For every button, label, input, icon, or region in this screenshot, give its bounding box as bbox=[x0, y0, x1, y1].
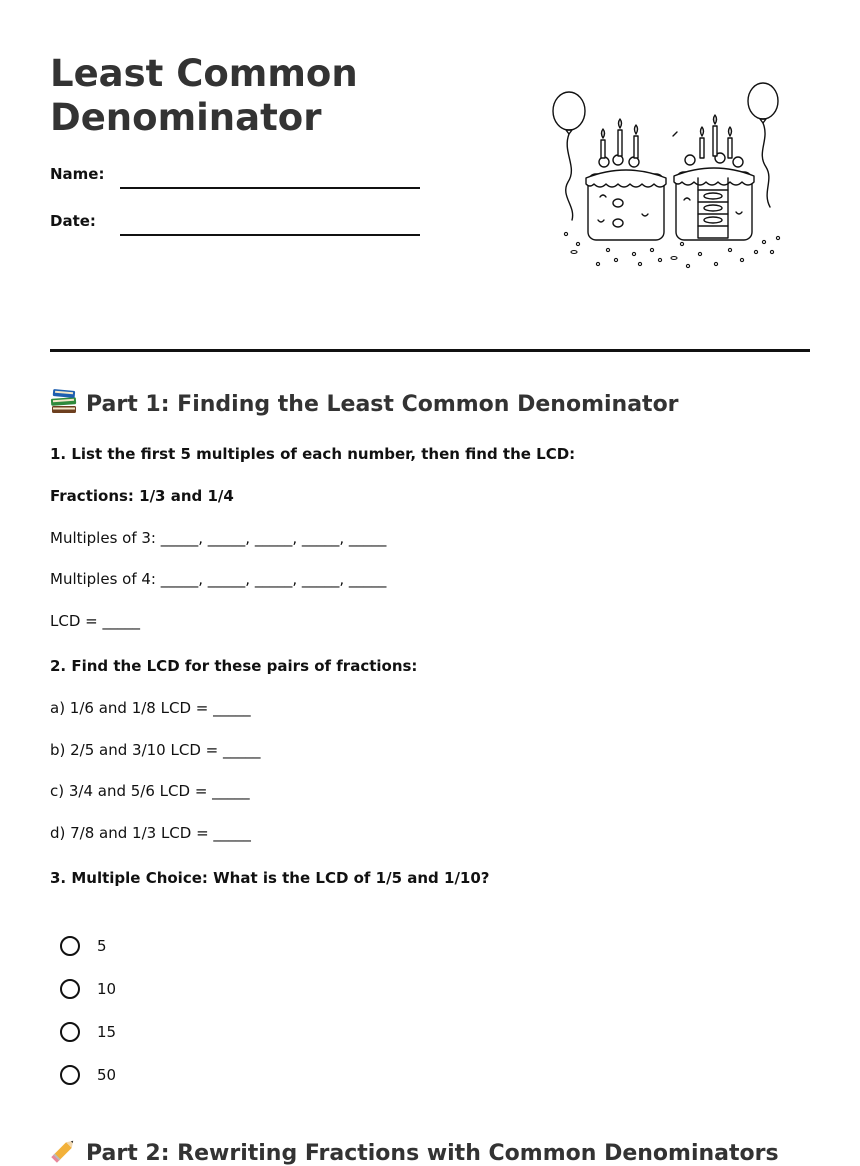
radio-button[interactable] bbox=[60, 979, 80, 999]
date-label: Date: bbox=[50, 212, 96, 230]
question-3-prompt: 3. Multiple Choice: What is the LCD of 1/5 and 1/10? bbox=[50, 869, 490, 887]
choice-label: 5 bbox=[97, 937, 107, 955]
choice-label: 15 bbox=[97, 1023, 117, 1041]
question-1-prompt: 1. List the first 5 multiples of each number, then find the LCD: bbox=[50, 445, 576, 463]
choice-option[interactable] bbox=[60, 976, 116, 1002]
name-label: Name: bbox=[50, 165, 105, 183]
part1-heading-text: Part 1: Finding the Least Common Denominator bbox=[86, 392, 679, 417]
part2-heading-text: Part 2: Rewriting Fractions with Common Denominators bbox=[86, 1141, 779, 1166]
question-1-fractions: Fractions: 1/3 and 1/4 bbox=[50, 487, 234, 505]
part2-heading bbox=[50, 1137, 779, 1166]
date-line[interactable] bbox=[120, 234, 420, 236]
lcd-answer-line[interactable]: LCD = _____ bbox=[50, 612, 140, 630]
question-2c[interactable]: c) 3/4 and 5/6 LCD = _____ bbox=[50, 782, 250, 800]
cake-left-icon bbox=[586, 119, 666, 240]
pencil-icon bbox=[50, 1137, 78, 1163]
part1-heading bbox=[50, 388, 679, 417]
multiples-of-3-line[interactable]: Multiples of 3: _____, _____, _____, _____, _____ bbox=[50, 529, 387, 547]
balloon-left-icon bbox=[553, 92, 585, 220]
title-line-1: Least Common bbox=[50, 52, 358, 95]
title-line-2: Denominator bbox=[50, 96, 322, 139]
choice-option[interactable] bbox=[60, 1019, 116, 1045]
question-2b[interactable]: b) 2/5 and 3/10 LCD = _____ bbox=[50, 741, 261, 759]
choice-label: 50 bbox=[97, 1066, 117, 1084]
radio-button[interactable] bbox=[60, 1022, 80, 1042]
question-2d[interactable]: d) 7/8 and 1/3 LCD = _____ bbox=[50, 824, 251, 842]
radio-button[interactable] bbox=[60, 936, 80, 956]
birthday-cakes-illustration bbox=[548, 82, 784, 274]
radio-button[interactable] bbox=[60, 1065, 80, 1085]
question-2-prompt: 2. Find the LCD for these pairs of fractions: bbox=[50, 657, 418, 675]
question-2a[interactable]: a) 1/6 and 1/8 LCD = _____ bbox=[50, 699, 251, 717]
name-line[interactable] bbox=[120, 187, 420, 189]
choice-label: 10 bbox=[97, 980, 117, 998]
worksheet-title bbox=[50, 52, 410, 140]
multiples-of-4-line[interactable]: Multiples of 4: _____, _____, _____, _____, _____ bbox=[50, 570, 387, 588]
books-icon bbox=[50, 388, 78, 414]
choice-option[interactable] bbox=[60, 1062, 116, 1088]
cake-right-icon bbox=[673, 115, 754, 240]
header-divider bbox=[50, 349, 810, 352]
choice-option[interactable] bbox=[60, 933, 107, 959]
